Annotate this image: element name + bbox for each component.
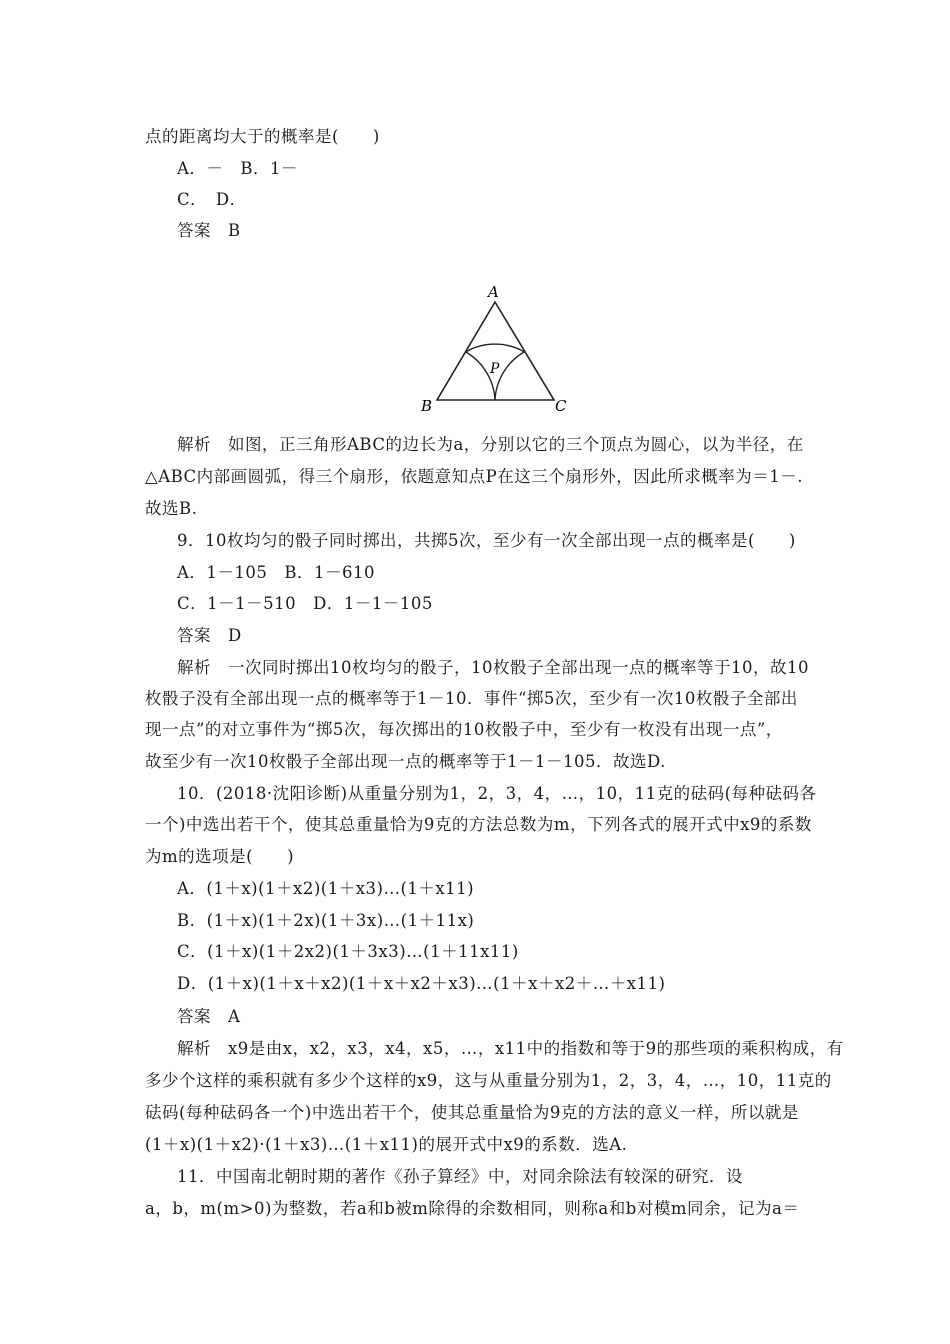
vertex-label-c: C [555,397,567,415]
q9-options-ab: A．1－105 B．1－610 [177,563,376,582]
q9-analysis-line-3: 现一点”的对立事件为“掷5次，每次掷出的10枚骰子中，至少有一枚没有出现一点”， [145,720,783,739]
q9-analysis-line-1: 解析 一次同时掷出10枚均匀的骰子，10枚骰子全部出现一点的概率等于10，故10 [177,658,809,677]
q8-stem-end: 点的距离均大于的概率是( ) [145,127,380,146]
point-label-p: P [490,361,500,377]
q10-option-c: C．(1＋x)(1＋2x2)(1＋3x3)…(1＋11x11) [177,942,519,961]
q9-analysis-line-4: 故至少有一次10枚骰子全部出现一点的概率等于1－1－105．故选D. [145,752,666,771]
q10-analysis-line-4: (1＋x)(1＋x2)·(1＋x3)…(1＋x11)的展开式中x9的系数．选A. [145,1135,628,1154]
q10-option-a: A．(1＋x)(1＋x2)(1＋x3)…(1＋x11) [177,879,475,898]
q8-options-ab: A．－ B．1－ [177,159,299,178]
arc-from-a [466,344,525,352]
q8-options-cd: C． D． [177,190,247,209]
vertex-label-a: A [488,283,499,301]
q10-answer: 答案 A [177,1007,241,1026]
triangle-abc [437,302,554,400]
q10-analysis-line-3: 砝码(每种砝码各一个)中选出若干个，使其总重量恰为9克的方法的意义一样，所以就是 [145,1103,799,1122]
q10-analysis-line-1: 解析 x9是由x，x2，x3，x4，x5，…，x11中的指数和等于9的那些项的乘积构成，有 [177,1039,844,1058]
q10-stem-line-2: 一个)中选出若干个，使其总重量恰为9克的方法总数为m，下列各式的展开式中x9的系数 [145,815,812,834]
equilateral-triangle-figure [415,282,575,417]
q9-stem: 9．10枚均匀的骰子同时掷出，共掷5次，至少有一次全部出现一点的概率是( ) [177,531,796,550]
vertex-label-b: B [421,397,433,415]
q9-options-cd: C．1－1－510 D．1－1－105 [177,594,433,613]
q8-analysis-line-3: 故选B. [145,499,198,518]
q8-answer: 答案 B [177,221,241,240]
q11-stem-line-1: 11．中国南北朝时期的著作《孙子算经》中，对同余除法有较深的研究．设 [177,1167,743,1186]
q8-analysis-line-2: △ABC内部画圆弧，得三个扇形，依题意知点P在这三个扇形外，因此所求概率为＝1－. [145,467,804,486]
q10-option-d: D．(1＋x)(1＋x＋x2)(1＋x＋x2＋x3)…(1＋x＋x2＋…＋x11) [177,974,666,993]
q11-stem-line-2: a，b，m(m>0)为整数，若a和b被m除得的余数相同，则称a和b对模m同余，记为a＝ [145,1199,800,1218]
q8-analysis-line-1: 解析 如图，正三角形ABC的边长为a，分别以它的三个顶点为圆心，以为半径，在 [177,435,804,454]
q9-answer: 答案 D [177,626,242,645]
q10-option-b: B．(1＋x)(1＋2x)(1＋3x)…(1＋11x) [177,911,475,930]
q10-analysis-line-2: 多少个这样的乘积就有多少个这样的x9，这与从重量分别为1，2，3，4，…，10，11克的 [145,1071,832,1090]
q10-stem-line-3: 为m的选项是( ) [145,847,295,866]
q9-analysis-line-2: 枚骰子没有全部出现一点的概率等于1－10．事件“掷5次，至少有一次10枚骰子全部出 [145,689,798,708]
q10-stem-line-1: 10．(2018·沈阳诊断)从重量分别为1，2，3，4，…，10，11克的砝码(每种砝码各 [177,784,817,803]
